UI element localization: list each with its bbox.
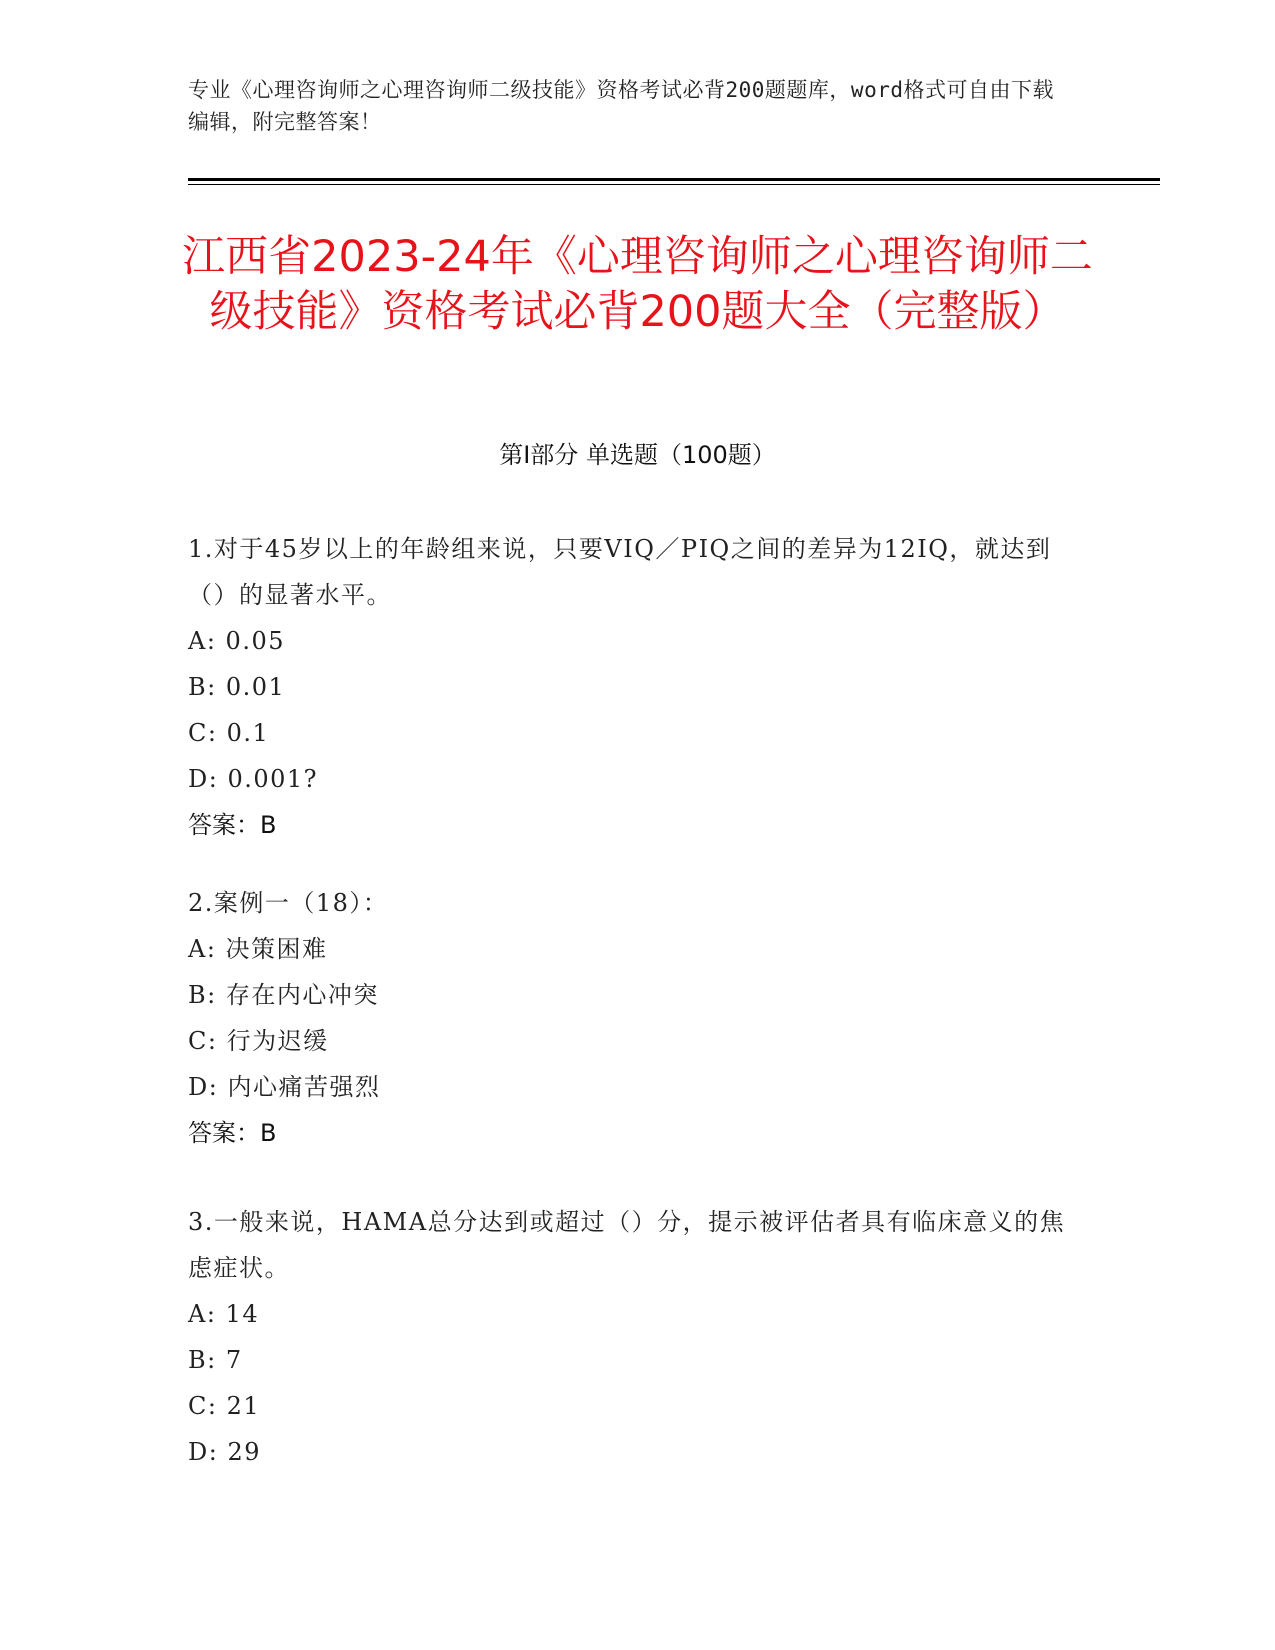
question-stem: 1.对于45岁以上的年龄组来说，只要VIQ／PIQ之间的差异为12IQ，就达到（）的显著水平。 — [188, 535, 1052, 609]
option-a: A: 决策困难 — [188, 935, 328, 963]
header-note: 专业《心理咨询师之心理咨询师二级技能》资格考试必背200题题库，word格式可自由下载编辑，附完整答案！ — [188, 78, 1054, 134]
question-2 — [188, 880, 1088, 1156]
question-1 — [188, 526, 1088, 848]
option-b: B: 7 — [188, 1346, 243, 1374]
answer-label: 答案：B — [188, 1119, 277, 1147]
option-a: A: 14 — [188, 1300, 260, 1328]
option-d: D: 内心痛苦强烈 — [188, 1073, 381, 1101]
option-c: C: 21 — [188, 1392, 261, 1420]
document-title: 江西省2023-24年《心理咨询师之心理咨询师二级技能》资格考试必背200题大全（完整版） — [182, 232, 1093, 337]
option-b: B: 存在内心冲突 — [188, 981, 379, 1009]
option-d: D: 0.001? — [188, 765, 319, 793]
option-b: B: 0.01 — [188, 673, 286, 701]
question-3 — [188, 1199, 1088, 1475]
question-stem: 3.一般来说，HAMA总分达到或超过（）分，提示被评估者具有临床意义的焦虑症状。 — [188, 1208, 1066, 1282]
option-c: C: 行为迟缓 — [188, 1027, 329, 1055]
option-c: C: 0.1 — [188, 719, 270, 747]
header-rule-thin — [188, 184, 1160, 185]
option-a: A: 0.05 — [188, 627, 285, 655]
header-rule-thick — [188, 178, 1160, 181]
question-stem: 2.案例一（18）： — [188, 889, 389, 917]
answer-label: 答案：B — [188, 811, 277, 839]
section-heading: 第I部分 单选题（100题） — [499, 441, 776, 469]
option-d: D: 29 — [188, 1438, 261, 1466]
